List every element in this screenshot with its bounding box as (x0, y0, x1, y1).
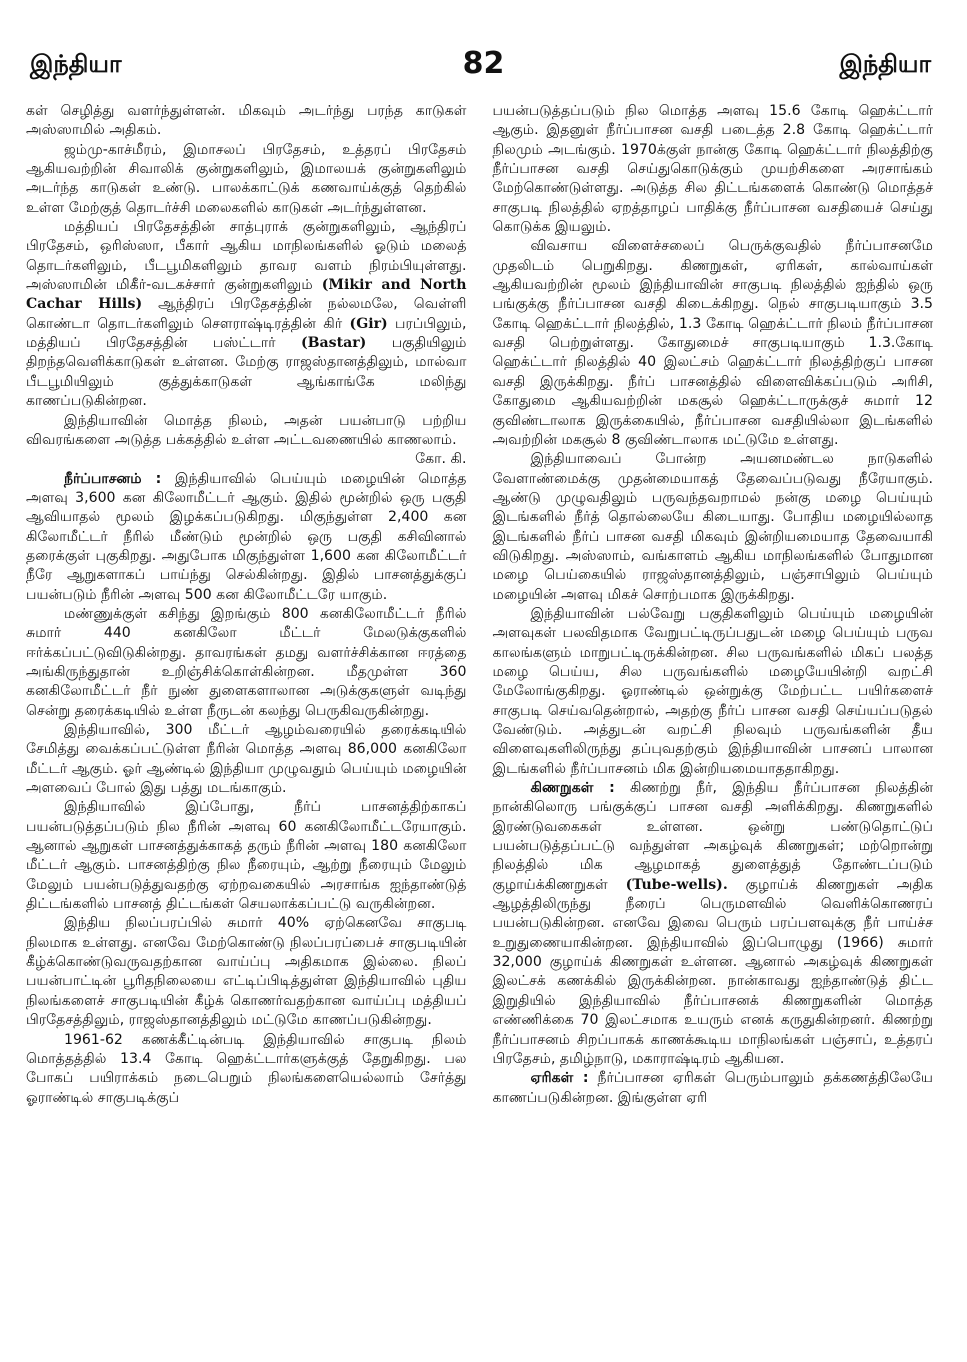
paragraph: விவசாய விளைச்சலைப் பெருக்குவதில் நீர்ப்பாசனமே முதலிடம் பெறுகிறது. கிணறுகள், ஏரிகள், கால்வாய்கள் ஆகியவற்றின் மூலம் இந்தியாவின் சாகுபடி நிலத்தில் ஐந்தில் ஒரு பங்குக்கு நீர்ப்பாசன வசதி கிடைக்கிறது. நெல் சாகுபடியாகும் 3.5 கோடி ஹெக்ட்டார் நிலத்தில், 1.3 கோடி ஹெக்ட்டார் நிலம் நீர்ப்பாசன வசதி பெற்றுள்ளது. கோதுமைச் சாகுபடியாகும் 1.3.கோடி ஹெக்ட்டார் நிலத்தில் 40 இலட்சம் ஹெக்ட்டார் நிலத்திற்குப் பாசன வசதி இருக்கிறது. நீர்ப் பாசனத்தில் விளைவிக்கப்படும் அரிசி, கோதுமை ஆகியவற்றின் மகசூல் ஹெக்ட்டாருக்குச் சுமார் 12 குவிண்டாலாக இருக்கையில், நீர்ப்பாசன வசதியில்லா இடங்களில் அவற்றின் மகசூல் 8 குவிண்டாலாக மட்டுமே உள்ளது. (492, 238, 933, 448)
paragraph (493, 1069, 934, 1108)
paragraph: இந்தியாவின் மொத்த நிலம், அதன் பயன்பாடு பற்றிய விவரங்களை அடுத்த பக்கத்தில் உள்ள அட்டவணையில் காணலாம். (26, 412, 467, 448)
running-header-right: இந்தியா (839, 50, 931, 78)
paragraph: இந்தியாவின் பல்வேறு பகுதிகளிலும் பெய்யும் மழையின் அளவுகள் பலவிதமாக வேறுபட்டிருப்பதுடன் மழை பெய்யும் பருவ காலங்களும் மாறுபட்டிருக்கின்றன. சில பருவங்களில் மிகப் பலத்த மழை பெய்ய, சில பருவங்களில் மழையேயின்றி வறட்சி மேலோங்குகிறது. ஓராண்டில் ஒன்றுக்கு மேற்பட்ட பயிர்களைச் சாகுபடி செய்வதென்றால், அதற்கு நீர்ப் பாசன வசதி செய்யப்படுதல் வேண்டும். அத்துடன் வறட்சி நிலவும் பருவங்களின் தீய விளைவுகளிலிருந்து தப்புவதற்கும் இந்தியாவின் பாசனப் பாலான இடங்களில் நீர்ப்பாசனம் மிக இன்றியமையாததாகிறது. (492, 605, 933, 777)
section-heading: கிணறுகள் : (530, 780, 615, 797)
running-header-left: இந்தியா (30, 50, 122, 78)
right-column (493, 102, 934, 1108)
text-run: குழாய்க் கிணறுகள் அதிக ஆழத்திலிருந்து நீரைப் பெருமளவில் வெளிக்கொணரப் பயன்படுகின்றன. எனவே இவை பெரும் பரப்பளவுக்கு நீர் பாய்ச்ச உறுதுணையாகின்றன. இந்தியாவில் இப்பொழுது (1966) சுமார் 32,000 குழாய்க் கிணறுகள் உள்ளன. ஆனால் அகழ்வுக் கிணறுகள் இலட்சக் கணக்கில் இருக்கின்றன. நான்காவது ஐந்தாண்டுத் திட்ட இறுதியில் இந்தியாவில் நீர்ப்பாசனக் கிணறுகளின் மொத்த எண்ணிக்கை 70 இலட்சமாக உயரும் எனக் கருதுகின்றனர். கிணற்று நீர்ப்பாசனம் சிறப்பாகக் காணக்கூடிய மாநிலங்கள் பஞ்சாப், உத்தரப் பிரதேசம், தமிழ்நாடு, மகாராஷ்டிரம் ஆகியன. (492, 876, 933, 1067)
paragraph: கள் செழித்து வளர்ந்துள்ளன். மிகவும் அடர்ந்து பரந்த காடுகள் அஸ்ஸாமில் அதிகம். (26, 103, 467, 139)
english-term: (Tube-wells). (625, 876, 728, 893)
two-column-body (26, 102, 933, 1108)
paragraph: பயன்படுத்தப்படும் நில மொத்த அளவு 15.6 கோடி ஹெக்ட்டார் ஆகும். இதனுள் நீர்ப்பாசன வசதி படைத்த 2.8 கோடி ஹெக்ட்டார் நிலமும் அடங்கும். 1970க்குள் நான்கு கோடி ஹெக்ட்டார் நிலத்திற்கு நீர்ப்பாசன வசதி செய்துகொடுக்கும் முயற்சிகளை அரசாங்கம் மேற்கொண்டுள்ளது. அடுத்த சில திட்டங்களைக் கொண்டு மொத்தச் சாகுபடி நிலத்தில் ஏறத்தாழப் பாதிக்கு நீர்ப்பாசன வசதியைச் செய்து கொடுக்க இயலும். (492, 103, 933, 236)
left-column (26, 102, 467, 1108)
author-initials: கோ. கி. (415, 451, 467, 468)
paragraph (493, 779, 934, 1069)
section-heading: நீர்ப்பாசனம் : (64, 470, 162, 487)
paragraph: இந்தியாவில் இப்போது, நீர்ப் பாசனத்திற்காகப் பயன்படுத்தப்படும் நில நீரின் அளவு 60 கனகிலோமீட்டரேயாகும். ஆனால் ஆறுகள் பாசனத்துக்காகத் தரும் நீரின் அளவு 180 கனகிலோ மீட்டர் ஆகும். பாசனத்திற்கு நில நீரையும், ஆற்று நீரையும் மேலும் மேலும் பயன்படுத்துவதற்கு ஏற்றவகையில் அரசாங்க ஐந்தாண்டுத் திட்டங்களில் பாசனத் திட்டங்கள் செயலாக்கப்பட்டு வருகின்றன. (26, 799, 467, 913)
paragraph: 1961-62 கணக்கீட்டின்படி இந்தியாவில் சாகுபடி நிலம் மொத்தத்தில் 13.4 கோடி ஹெக்ட்டார்களுக்குத் தேறுகிறது. பல போகப் பயிராக்கம் நடைபெறும் நிலங்களையெல்லாம் சேர்த்து ஓராண்டில் சாகுபடிக்குப் (26, 1031, 467, 1106)
text-run: ஆந்திரப் பிரதேசத்தின் நல்லமலே, வெள்ளி கொண்டா தொடர்களிலும் சௌராஷ்டிரத்தின் கிர் (26, 296, 467, 332)
text-run: கிணற்று நீர், இந்திய நீர்ப்பாசன நிலத்தின் நான்கிலொரு பங்குக்குப் பாசன வசதி அளிக்கிறது. கிணறுகளில் இரண்டுவகைகள் உள்ளன. ஒன்று பண்டுதொட்டுப் பயன்படுத்தப்பட்டு வந்துள்ள அகழ்வுக் கிணறுகள்; மற்றொன்று நிலத்தில் மிக ஆழமாகத் துளைத்துத் தோண்டப்படும் குழாய்க்கிணறுகள் (492, 780, 933, 893)
paragraph (26, 470, 467, 605)
paragraph (26, 218, 467, 411)
paragraph: மண்ணுக்குள் கசிந்து இறங்கும் 800 கனகிலோமீட்டர் நீரில் சுமார் 440 கனகிலோ மீட்டர் மேலடுக்குகளில் ஈர்க்கப்பட்டுவிடுகின்றது. தாவரங்கள் தமது வளர்ச்சிக்கான ஈரத்தை அங்கிருந்துதான் உறிஞ்சிக்கொள்கின்றன. மீதமுள்ள 360 கனகிலோமீட்டர் நீர் நுண் துளைகளாலான அடுக்குகளுள் வடிந்து சென்று தரைக்கடியில் உள்ள நீருடன் கலந்து பெருகிவருகின்றது. (26, 605, 467, 719)
english-term: (Bastar) (300, 335, 367, 352)
english-term: (Mikir and North Cachar Hills) (26, 277, 467, 313)
english-term: (Gir) (349, 315, 388, 332)
paragraph: ஜம்மு-காச்மீரம், இமாசலப் பிரதேசம், உத்தரப் பிரதேசம் ஆகியவற்றின் சிவாலிக் குன்றுகளிலும், இமாலயக் குன்றுகளிலும் அடர்ந்த காடுகள் உண்டு. பாலக்காட்டுக் கணவாய்க்குத் தெற்கில் உள்ள மேற்குத் தொடர்ச்சி மலைகளில் காடுகள் அடர்ந்துள்ளன. (26, 141, 467, 216)
page-number: 82 (462, 46, 505, 81)
section-heading: ஏரிகள் : (530, 1070, 589, 1087)
text-run: மத்தியப் பிரதேசத்தின் சாத்புராக் குன்றுகளிலும், ஆந்திரப் பிரதேசம், ஒரிஸ்ஸா, பீகார் ஆகிய மாநிலங்களில் ஓடும் மலைத் தொடர்களிலும், பீடபூமிகளிலும் தாவர வளம் நிரம்பியுள்ளது. அஸ்ஸாமின் மிகீர்-வடகச்சார் குன்றுகளிலும் (26, 219, 467, 294)
text-run: இந்தியாவில் பெய்யும் மழையின் மொத்த அளவு 3,600 கன கிலோமீட்டர் ஆகும். இதில் மூன்றில் ஒரு பகுதி ஆவியாதல் மூலம் இழக்கப்படுகிறது. மிகுந்துள்ள 2,400 கன கிலோமீட்டர் நீரில் மீண்டும் மூன்றில் ஒரு பகுதி கசிவினால் தரைக்குள் புகுகிறது. அதுபோக மிகுந்துள்ள 1,600 கன கிலோமீட்டர் நீரே ஆறுகளாகப் பாய்ந்து செல்கின்றது. இதில் பாசனத்துக்குப் பயன்படும் நீரின் அளவு 500 கன கிலோமீட்டரே யாகும். (26, 470, 467, 603)
text-run: பரப்பிலும், மத்தியப் பிரதேசத்தின் பஸ்ட்டார் (26, 315, 467, 352)
text-run: நீர்ப்பாசன ஏரிகள் பெரும்பாலும் தக்கணத்திலேயே காணப்படுகின்றன. இங்குள்ள ஏரி (492, 1070, 933, 1106)
paragraph: இந்தியாவைப் போன்ற அயனமண்டல நாடுகளில் வேளாண்மைக்கு முதன்மையாகத் தேவைப்படுவது நீரேயாகும். ஆண்டு முழுவதிலும் பருவந்தவறாமல் நன்கு மழை பெய்யும் இடங்களில் நீர்த் தொல்லையே கிடையாது. போதிய மழையில்லாத இடங்களில் நீர்ப் பாசன வசதி மிகவும் இன்றியமையாத தேவையாகி விடுகிறது. அஸ்ஸாம், வங்காளம் ஆகிய மாநிலங்களில் போதுமான மழை பெய்கையில் ராஜஸ்தானத்திலும், பஞ்சாபிலும் பெய்யும் மழையின் அளவு மிகச் சொற்பமாக இருக்கிறது. (492, 451, 933, 603)
paragraph: இந்தியாவில், 300 மீட்டர் ஆழம்வரையில் தரைக்கடியில் சேமித்து வைக்கப்பட்டுள்ள நீரின் மொத்த அளவு 86,000 கனகிலோ மீட்டர் ஆகும். ஓர் ஆண்டில் இந்தியா முழுவதும் பெய்யும் மழையின் அளவைப் போல் இது பத்து மடங்காகும். (26, 722, 467, 797)
text-run: பகுதியிலும் திறந்தவெளிக்காடுகள் உள்ளன. மேற்கு ராஜஸ்தானத்திலும், மால்வா பீடபூமியிலும் குத்துக்காடுகள் ஆங்காங்கே மலிந்து காணப்படுகின்றன. (26, 335, 467, 410)
paragraph: இந்திய நிலப்பரப்பில் சுமார் 40% ஏற்கெனவே சாகுபடி நிலமாக உள்ளது. எனவே மேற்கொண்டு நிலப்பரப்பைச் சாகுபடியின் கீழ்க்கொண்டுவருவதற்கான வாய்ப்பு அதிகமாக இல்லை. நிலப் பயன்பாட்டின் பூரிதநிலையை எட்டிப்பிடித்துள்ள இந்தியாவில் புதிய நிலங்களைச் சாகுபடியின் கீழ்க் கொணர்வதற்கான வாய்ப்பு மத்தியப் பிரதேசத்திலும், ராஜஸ்தானத்திலும் மட்டுமே காணப்படுகின்றது. (26, 915, 467, 1029)
